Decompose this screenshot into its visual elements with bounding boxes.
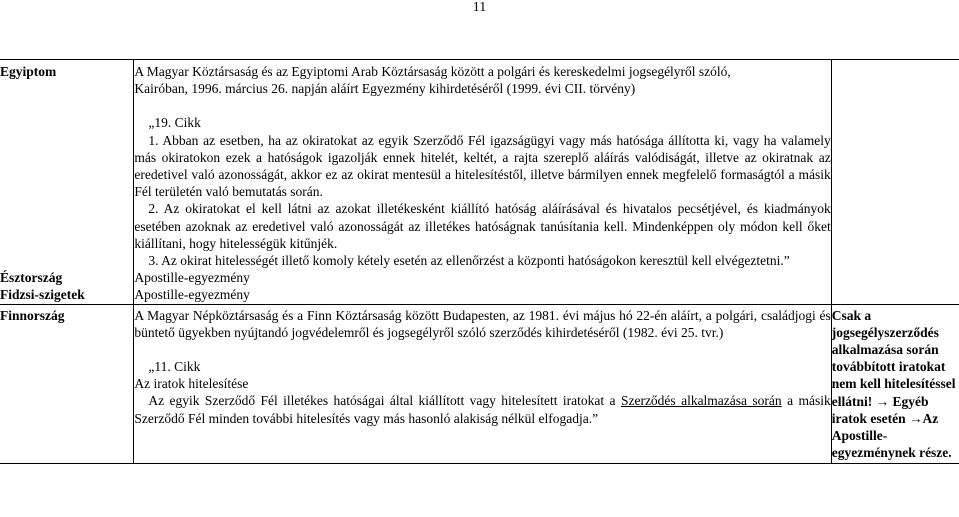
- egyiptom-law-line-2: Kairóban, 1996. március 26. napján aláírt Egyezmény kihirdetéséről (1999. évi CII. törvény): [134, 81, 636, 97]
- page-number: 11: [472, 0, 487, 15]
- egyiptom-note: [831, 60, 959, 270]
- finnorszag-text: [134, 304, 831, 464]
- egyiptom-quote-p2: 2. Az okiratokat el kell látni az azokat illetékesként kiállító hatóság aláírásával és hivatalos pecsétjével, és kiadmányok esetében azoknak az eredetivel való azonosságát az illetékes hatóságnak tanúsítania kell. Mindenképpen oly módon kell őket kiállítani, hogy hitelességük kitűnjék.: [134, 201, 831, 251]
- country-fidzsi: Fidzsi-szigetek: [0, 286, 134, 304]
- egyiptom-law-line-1: A Magyar Köztársaság és az Egyiptomi Arab Köztársaság között a polgári és kereskedelmi jogsegélyről szóló,: [134, 64, 731, 79]
- arrow-right-icon: →: [875, 393, 890, 409]
- fidzsi-text: Apostille-egyezmény: [134, 286, 831, 304]
- table-row-egyiptom: [0, 60, 959, 270]
- country-esztorszag: Észtország: [0, 269, 134, 286]
- egyiptom-quote-p3: 3. Az okirat hitelességét illető komoly kétely esetén az ellenőrzést a központi hatóságokon keresztül kell elvégeztetni.”: [148, 253, 790, 269]
- finnorszag-law: A Magyar Népköztársaság és a Finn Köztársaság között Budapesten, az 1981. évi május hó 22-én aláírt, a polgári, családjogi és büntető ügyekben nyújtandó jogvédelemről és jogsegélyről szóló szerződés kihirdetéséről (1982. évi 25. tvr.): [134, 307, 831, 340]
- country-table: [0, 59, 959, 464]
- finnorszag-quote-article: „11. Cikk: [148, 359, 201, 375]
- finnorszag-quote-body: Az egyik Szerződő Fél illetékes hatóságai által kiállított vagy hitelesített iratokat a Szerződés alkalmazása során a másik Szerződő Fél minden további hitelesítés vagy más hasonló alakiság nélkül elfogadja.”: [134, 393, 831, 426]
- esztorszag-text: Apostille-egyezmény: [134, 269, 831, 286]
- finnorszag-quote-underlined: Szerződés alkalmazása során: [620, 393, 782, 409]
- table-row-fidzsi: [0, 286, 959, 304]
- finnorszag-quote-title: Az iratok hitelesítése: [134, 376, 249, 392]
- arrow-right-icon: →: [908, 410, 923, 426]
- table-row-esztorszag: [0, 269, 959, 286]
- country-egyiptom: Egyiptom: [0, 60, 134, 270]
- country-finnorszag: Finnország: [0, 304, 134, 464]
- egyiptom-quote-p1: 1. Abban az esetben, ha az okiratokat az egyik Szerződő Fél igazságügyi vagy más hatósága állította ki, vagy ha valamely más okiratokon ezek a hatóságok igazolják ennek hitelét, keltét, a rajta szereplő aláírás valódiságát, illetve az okiratnak az eredetivel való azonosságát, akkor ez az okirat mentesül a hitelesítéstől, illetve bármilyen ennek megfelelő formaságtól a másik Fél területén való bemutatás során.: [134, 132, 831, 200]
- finnorszag-note: Csak a jogsegélyszerződés alkalmazása során továbbított iratokat nem kell hitelesítéssel ellátni! → Egyéb iratok esetén →Az Apostille-egyezménynek része.: [831, 304, 959, 464]
- egyiptom-text: [134, 60, 831, 270]
- table-row-finnorszag: [0, 304, 959, 464]
- egyiptom-quote-article: „19. Cikk: [148, 115, 201, 131]
